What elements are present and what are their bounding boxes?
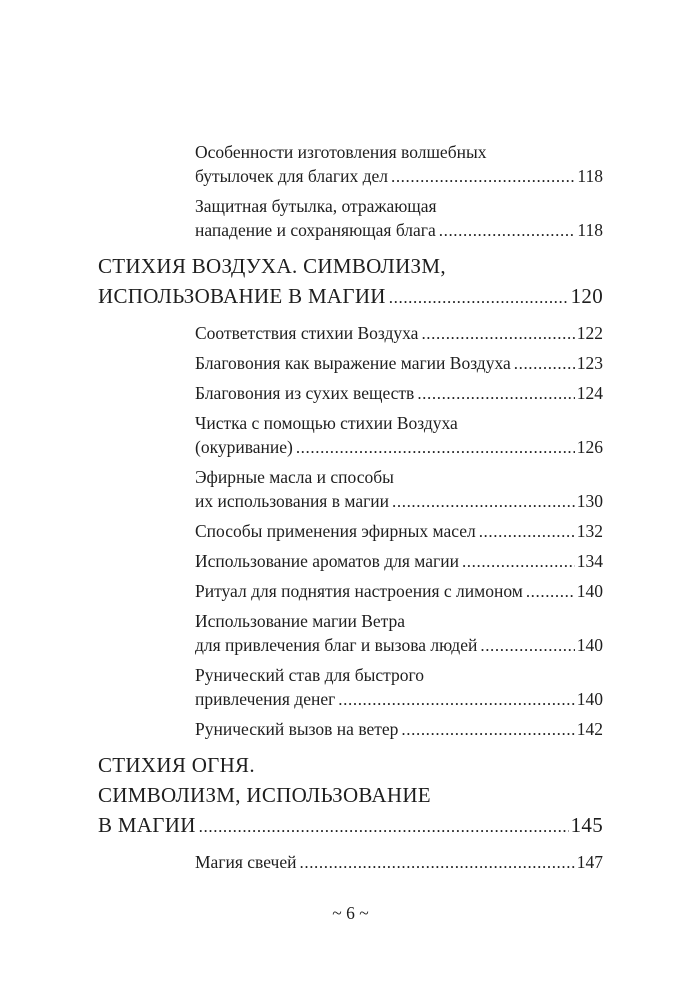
dot-leader (338, 687, 574, 712)
toc-page-number: 124 (576, 383, 603, 403)
dot-leader (480, 633, 574, 658)
toc-entry-line: Рунический вызов на ветер (195, 719, 399, 739)
page-folio: ~ 6 ~ (332, 903, 369, 923)
toc-entry-line: Чистка с помощью стихии Воздуха (195, 413, 458, 433)
toc-entry-line: Способы применения эфирных масел (195, 521, 476, 541)
toc-entry (195, 411, 603, 460)
toc-entry (195, 850, 603, 875)
toc-section-entry (98, 251, 603, 313)
toc-entry-line: Использование ароматов для магии (195, 551, 459, 571)
dot-leader (199, 810, 569, 842)
toc-entry-line: Соответствия стихии Воздуха (195, 323, 419, 343)
toc-entry-line: Особенности изготовления волшебных (195, 142, 487, 162)
toc-entry (195, 140, 603, 189)
toc-entry-line: Защитная бутылка, отражающая (195, 196, 437, 216)
toc-page-number: 134 (576, 551, 603, 571)
dot-leader (296, 435, 575, 460)
toc-entry-line: нападение и сохраняющая блага (195, 220, 436, 240)
toc-page-number: 140 (576, 581, 603, 601)
toc-entry-line: Использование магии Ветра (195, 611, 406, 631)
dot-leader (392, 489, 575, 514)
dot-leader (514, 351, 575, 376)
toc-page-number: 118 (577, 220, 603, 240)
toc-section-line: СИМВОЛИЗМ, ИСПОЛЬЗОВАНИЕ (98, 783, 431, 807)
toc-page-number: 132 (576, 521, 603, 541)
toc-page-number: 120 (570, 284, 603, 308)
toc-page-number: 118 (577, 166, 603, 186)
toc-entry (195, 717, 603, 742)
toc-section-line: СТИХИЯ ОГНЯ. (98, 753, 255, 777)
toc-entry (195, 351, 603, 376)
dot-leader (421, 321, 574, 346)
dot-leader (479, 519, 575, 544)
toc-entry (195, 609, 603, 658)
toc-entry-line: привлечения денег (195, 689, 336, 709)
toc-page-number: 140 (576, 635, 603, 655)
toc-entry-line: Магия свечей (195, 852, 297, 872)
toc-section-line: В МАГИИ (98, 813, 196, 837)
toc-entry-line: (окуривание) (195, 437, 293, 457)
table-of-contents (98, 140, 603, 880)
toc-page-number: 140 (576, 689, 603, 709)
toc-entry (195, 549, 603, 574)
toc-page-number: 122 (576, 323, 603, 343)
toc-entry-line: Эфирные масла и способы (195, 467, 394, 487)
toc-page-number: 147 (576, 852, 603, 872)
toc-entry (195, 381, 603, 406)
toc-page-number: 145 (570, 813, 603, 837)
toc-entry-line: их использования в магии (195, 491, 390, 511)
dot-leader (300, 850, 575, 875)
toc-entry-line: Рунический став для быстрого (195, 665, 424, 685)
toc-section-entry (98, 750, 603, 842)
toc-entry (195, 465, 603, 514)
toc-entry (195, 663, 603, 712)
toc-entry-line: бутылочек для благих дел (195, 166, 388, 186)
dot-leader (439, 218, 576, 243)
toc-entry-line: Благовония из сухих веществ (195, 383, 415, 403)
toc-section-line: СТИХИЯ ВОЗДУХА. СИМВОЛИЗМ, (98, 254, 446, 278)
toc-entry (195, 194, 603, 243)
toc-entry (195, 579, 603, 604)
toc-entry-line: для привлечения благ и вызова людей (195, 635, 478, 655)
dot-leader (391, 164, 575, 189)
toc-page-number: 142 (576, 719, 603, 739)
dot-leader (401, 717, 574, 742)
toc-entry (195, 321, 603, 346)
dot-leader (462, 549, 575, 574)
toc-section-line: ИСПОЛЬЗОВАНИЕ В МАГИИ (98, 284, 386, 308)
dot-leader (417, 381, 574, 406)
dot-leader (526, 579, 575, 604)
toc-entry-line: Ритуал для поднятия настроения с лимоном (195, 581, 523, 601)
toc-page-number: 126 (576, 437, 603, 457)
toc-page-number: 130 (576, 491, 603, 511)
toc-entry (195, 519, 603, 544)
toc-page-number: 123 (576, 353, 603, 373)
dot-leader (389, 281, 569, 313)
toc-entry-line: Благовония как выражение магии Воздуха (195, 353, 511, 373)
